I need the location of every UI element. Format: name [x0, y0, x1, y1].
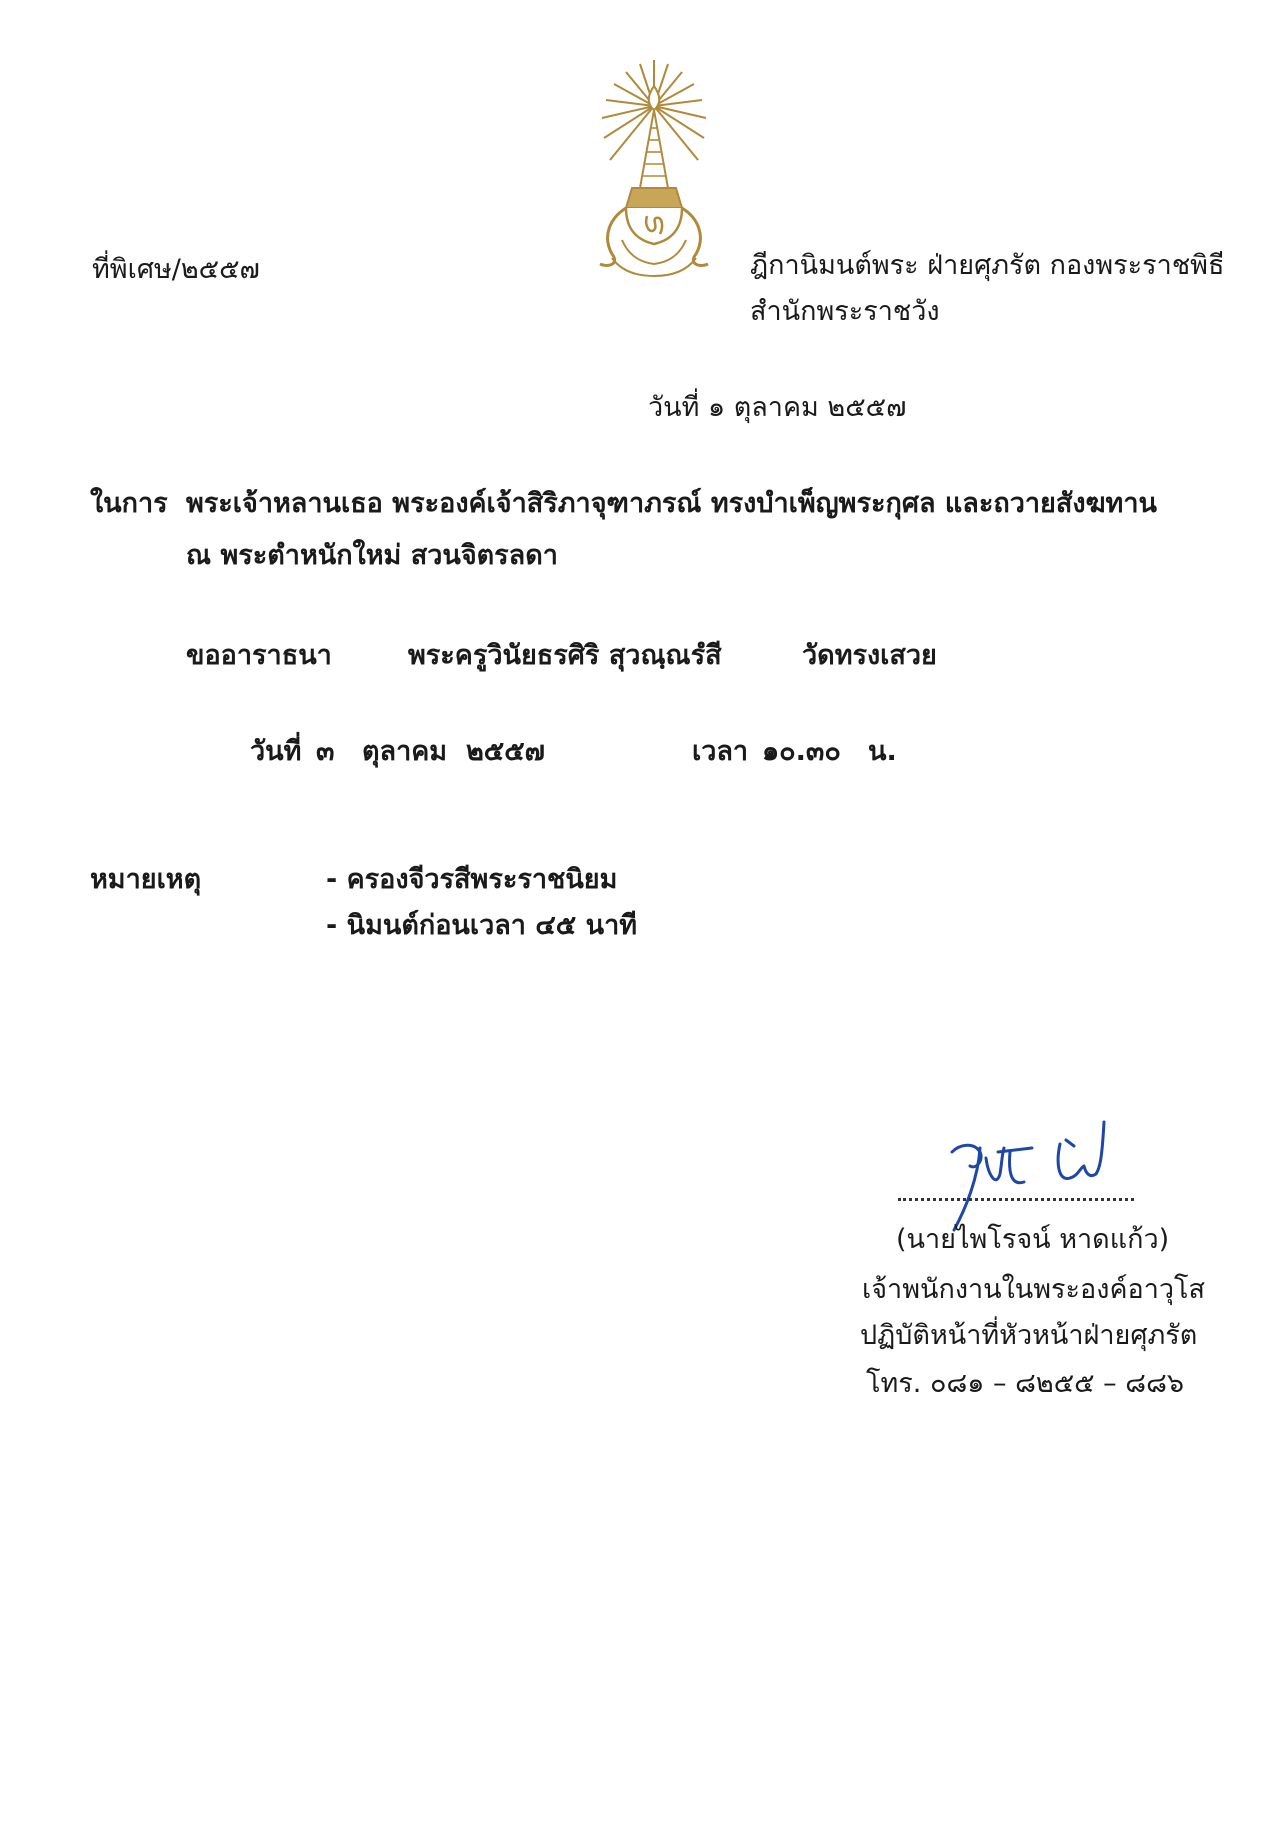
handwritten-signature	[940, 1118, 1130, 1238]
royal-emblem-icon	[592, 58, 716, 278]
issuing-office-line1: ฎีกานิมนต์พระ ฝ่ายศุภรัต กองพระราชพิธี	[750, 250, 1225, 281]
invitation-label: ขออาราธนา	[186, 640, 332, 671]
schedule-time: ๑๐.๓๐	[762, 736, 841, 767]
occasion-label: ในการ	[90, 488, 168, 519]
signatory-name: (นายไพโรจน์ หาดแก้ว)	[896, 1224, 1170, 1255]
reference-number: ที่พิเศษ/๒๕๕๗	[92, 254, 260, 285]
remark-item: - นิมนต์ก่อนเวลา ๔๕ นาที	[326, 910, 638, 941]
schedule-time-label: เวลา	[692, 736, 749, 767]
schedule-month: ตุลาคม	[362, 736, 448, 767]
schedule-year: ๒๕๕๗	[466, 736, 545, 767]
schedule-date-label: วันที่	[250, 736, 302, 767]
signatory-position-line2: ปฏิบัติหน้าที่หัวหน้าฝ่ายศุภรัต	[860, 1320, 1198, 1351]
contact-phone: โทร. ๐๘๑ – ๘๒๕๕ – ๘๘๖	[866, 1368, 1185, 1399]
schedule-day: ๓	[316, 736, 335, 767]
temple-name: วัดทรงเสวย	[802, 640, 937, 671]
issue-date: วันที่ ๑ ตุลาคม ๒๕๕๗	[648, 392, 907, 423]
monk-name: พระครูวินัยธรศิริ สุวณฺณรํสี	[408, 640, 722, 671]
signature-line	[898, 1198, 1134, 1201]
schedule-time-unit: น.	[868, 736, 897, 767]
occasion-line1: พระเจ้าหลานเธอ พระองค์เจ้าสิริภาจุฑาภรณ์ ทรงบำเพ็ญพระกุศล และถวายสังฆทาน	[186, 488, 1157, 519]
signatory-position-line1: เจ้าพนักงานในพระองค์อาวุโส	[862, 1274, 1206, 1305]
issuing-office-line2: สำนักพระราชวัง	[750, 296, 940, 327]
remark-item: - ครองจีวรสีพระราชนิยม	[326, 864, 618, 895]
remarks-label: หมายเหตุ	[90, 864, 202, 895]
occasion-line2: ณ พระตำหนักใหม่ สวนจิตรลดา	[186, 540, 558, 571]
